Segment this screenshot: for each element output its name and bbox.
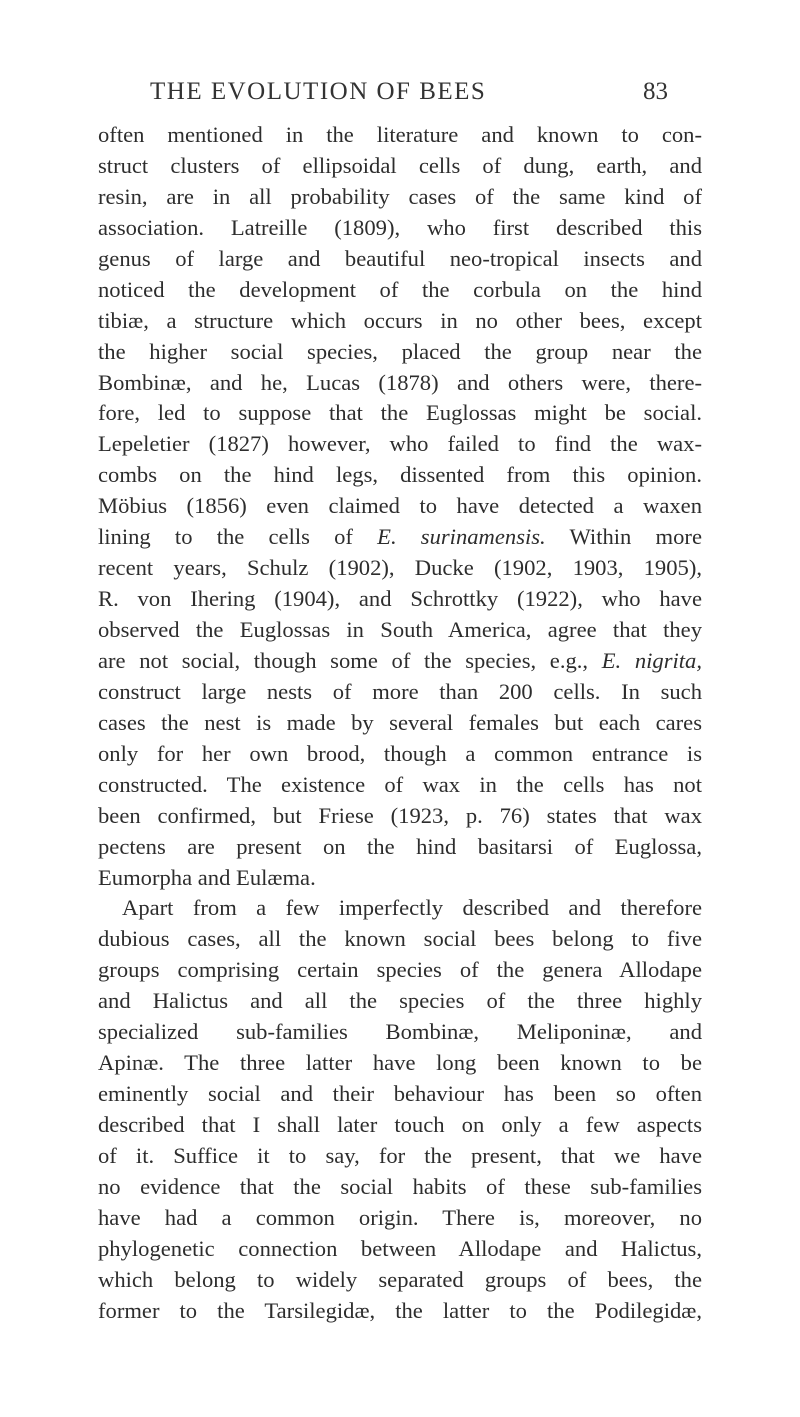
text-line: groups comprising certain species of the genera Allodape <box>98 957 702 983</box>
text-line: genus of large and beautiful neo-tropical insects and <box>98 245 702 271</box>
text-line: Apart from a few imperfectly described and therefore <box>122 895 702 921</box>
body-text <box>98 120 702 1327</box>
text-line: combs on the hind legs, dissented from this opinion. <box>98 462 702 488</box>
text-line: Lepeletier (1827) however, who failed to find the wax- <box>98 431 702 457</box>
text-line: dubious cases, all the known social bees belong to five <box>98 926 702 952</box>
running-head <box>150 78 668 110</box>
text-line: Apinæ. The three latter have long been known to be <box>98 1050 702 1076</box>
page-number: 83 <box>643 78 668 105</box>
running-title: THE EVOLUTION OF BEES <box>150 78 487 105</box>
text-line: noticed the development of the corbula on the hind <box>98 276 702 302</box>
text-line: cases the nest is made by several females but each cares <box>98 709 702 735</box>
text-line: former to the Tarsilegidæ, the latter to the Podilegidæ, <box>98 1297 702 1323</box>
text-line: phylogenetic connection between Allodape and Halictus, <box>98 1235 702 1261</box>
text-line: constructed. The existence of wax in the cells has not <box>98 771 702 797</box>
text-line: fore, led to suppose that the Euglossas might be social. <box>98 400 702 426</box>
text-line: Eumorpha and Eulæma. <box>98 864 316 890</box>
text-line: resin, are in all probability cases of the same kind of <box>98 183 702 209</box>
text-line: struct clusters of ellipsoidal cells of dung, earth, and <box>98 152 702 178</box>
text-line: specialized sub-families Bombinæ, Meliponinæ, and <box>98 1019 702 1045</box>
text-segment: are not social, though some of the species, e.g., <box>98 647 602 673</box>
text-line: which belong to widely separated groups of bees, the <box>98 1266 702 1292</box>
text-line: R. von Ihering (1904), and Schrottky (1922), who have <box>98 586 702 612</box>
text-line: recent years, Schulz (1902), Ducke (1902, 1903, 1905), <box>98 555 702 581</box>
text-line <box>98 522 702 553</box>
text-line: Bombinæ, and he, Lucas (1878) and others were, there- <box>98 369 702 395</box>
text-line: association. Latreille (1809), who first described this <box>98 214 702 240</box>
text-line: Möbius (1856) even claimed to have detected a waxen <box>98 493 702 519</box>
text-line: pectens are present on the hind basitarsi of Euglossa, <box>98 833 702 859</box>
text-line: eminently social and their behaviour has been so often <box>98 1081 702 1107</box>
text-line: the higher social species, placed the group near the <box>98 338 702 364</box>
text-line: described that I shall later touch on only a few aspects <box>98 1112 702 1137</box>
text-line <box>98 646 702 677</box>
text-line: tibiæ, a structure which occurs in no other bees, except <box>98 307 702 333</box>
text-line: only for her own brood, though a common entrance is <box>98 740 702 766</box>
text-line: no evidence that the social habits of these sub-families <box>98 1173 702 1199</box>
text-segment: Within more <box>545 524 702 550</box>
text-line: observed the Euglossas in South America, agree that they <box>98 617 702 642</box>
text-line: construct large nests of more than 200 cells. In such <box>98 678 702 704</box>
text-line: of it. Suffice it to say, for the present, that we have <box>98 1142 702 1168</box>
text-segment: lining to the cells of <box>98 524 378 550</box>
species-name: E. surinamensis. <box>377 524 546 550</box>
text-line: often mentioned in the literature and known to con- <box>98 122 702 147</box>
text-line: and Halictus and all the species of the three highly <box>98 988 702 1014</box>
text-line: have had a common origin. There is, moreover, no <box>98 1204 702 1230</box>
text-line: been confirmed, but Friese (1923, p. 76) states that wax <box>98 802 702 828</box>
species-name: E. nigrita, <box>601 647 702 673</box>
